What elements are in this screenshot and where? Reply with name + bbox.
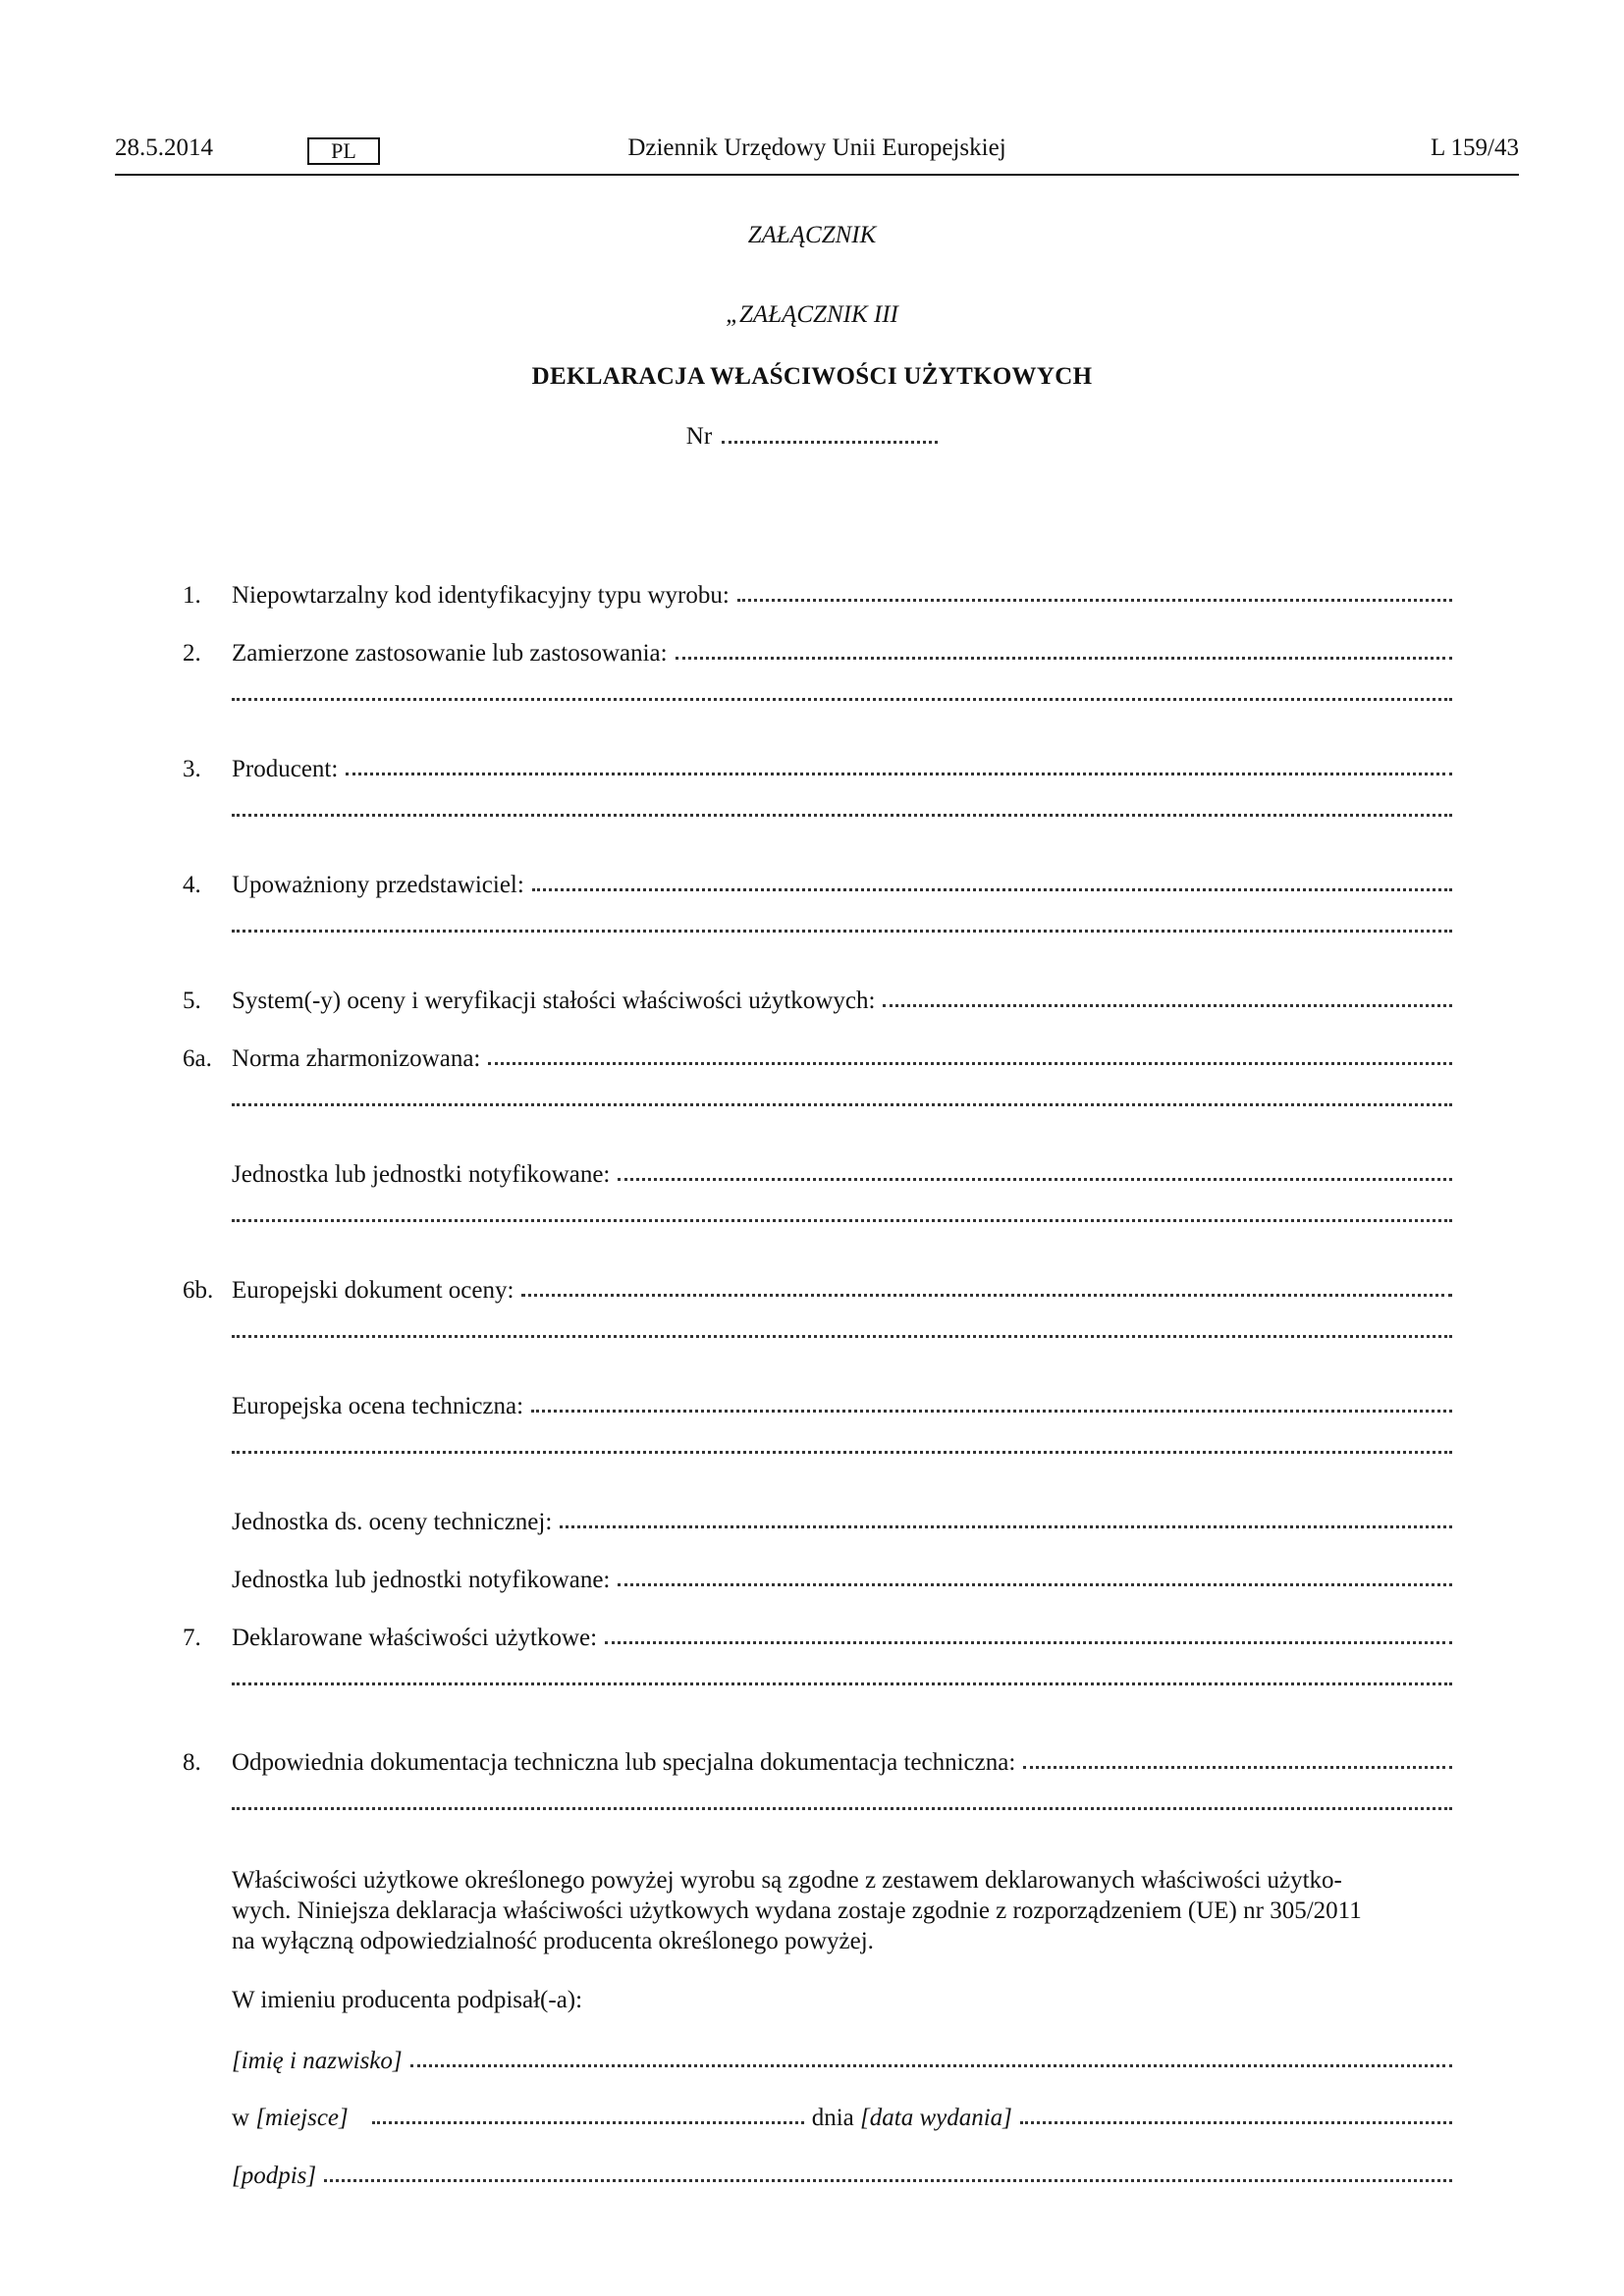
field-intended-use: [0, 640, 1624, 673]
field-harmonised-standard: [0, 1045, 1624, 1079]
field-label: System(-y) oceny i weryfikacji stałości właściwości użytkowych:: [232, 988, 876, 1014]
fill-line[interactable]: [605, 1641, 1452, 1644]
field-label: Odpowiednia dokumentacja techniczna lub specjalna dokumentacja techniczna:: [232, 1749, 1016, 1776]
fill-line[interactable]: [488, 1062, 1452, 1065]
signature-sign-row: [0, 2163, 1624, 2196]
fill-line[interactable]: [232, 930, 1452, 933]
sign-fill-line[interactable]: [324, 2179, 1452, 2182]
field-continuation: [0, 1335, 1624, 1368]
field-technical-documentation: [0, 1749, 1624, 1783]
field-number: 5.: [183, 988, 201, 1014]
field-label: Europejski dokument oceny:: [232, 1277, 514, 1304]
field-number: 6a.: [183, 1045, 212, 1072]
language-badge: PL: [307, 137, 380, 165]
header-divider: [115, 174, 1519, 176]
field-label: Niepowtarzalny kod identyfikacyjny typu wyrobu:: [232, 582, 730, 609]
fill-line[interactable]: [232, 1103, 1452, 1106]
annex-label: ZAŁĄCZNIK: [747, 222, 877, 248]
field-european-technical-assessment: [0, 1393, 1624, 1426]
field-number: 7.: [183, 1625, 201, 1651]
field-continuation: [0, 1219, 1624, 1253]
field-european-assessment-document: [0, 1277, 1624, 1310]
place-fill-line[interactable]: [372, 2121, 804, 2124]
fill-line[interactable]: [532, 888, 1452, 891]
sign-placeholder: [232, 2163, 324, 2190]
name-placeholder: [232, 2048, 410, 2075]
field-manufacturer: [0, 756, 1624, 789]
fill-line[interactable]: [346, 773, 1452, 775]
field-label: Jednostka ds. oceny technicznej:: [232, 1509, 553, 1535]
field-number: 1.: [183, 582, 201, 609]
fill-line[interactable]: [618, 1178, 1452, 1181]
statement-line: na wyłączną odpowiedzialność producenta określonego powyżej.: [232, 1928, 874, 1954]
field-avcp-system: [0, 988, 1624, 1021]
fill-line[interactable]: [737, 599, 1452, 602]
date-prefix: dnia: [811, 2105, 854, 2131]
field-label: Upoważniony przedstawiciel:: [232, 872, 524, 898]
fill-line[interactable]: [521, 1294, 1452, 1297]
signature-name-row: [0, 2048, 1624, 2081]
fill-line[interactable]: [1023, 1766, 1452, 1769]
field-label: Deklarowane właściwości użytkowe:: [232, 1625, 598, 1651]
field-authorised-representative: [0, 872, 1624, 905]
document-title: DEKLARACJA WŁAŚCIWOŚCI UŻYTKOWYCH: [531, 363, 1093, 390]
page-number: L 159/43: [1430, 134, 1519, 161]
fill-line[interactable]: [232, 1219, 1452, 1222]
number-label: Nr: [685, 423, 713, 450]
field-continuation: [0, 1103, 1624, 1137]
field-notified-bodies-6b: [0, 1567, 1624, 1600]
field-continuation: [0, 698, 1624, 731]
journal-title: Dziennik Urzędowy Unii Europejskiej: [627, 134, 1006, 161]
field-notified-bodies-6a: [0, 1161, 1624, 1195]
sign-placeholder-text: [podpis]: [232, 2163, 317, 2189]
date-placeholder: [data wydania]: [860, 2105, 1012, 2131]
field-label: Norma zharmonizowana:: [232, 1045, 481, 1072]
field-number: 3.: [183, 756, 201, 782]
field-label: Jednostka lub jednostki notyfikowane:: [232, 1161, 611, 1188]
number-blank[interactable]: [722, 423, 938, 444]
declaration-number: [0, 423, 1624, 451]
field-label: Jednostka lub jednostki notyfikowane:: [232, 1567, 611, 1593]
fill-line[interactable]: [883, 1004, 1452, 1007]
fill-line[interactable]: [232, 1451, 1452, 1454]
field-product-code: [0, 582, 1624, 615]
signature-place-date-row: [0, 2105, 1624, 2138]
date-fill-line[interactable]: [1020, 2121, 1452, 2124]
field-number: 8.: [183, 1749, 201, 1776]
fill-line[interactable]: [531, 1410, 1452, 1413]
page-header: [115, 134, 1519, 174]
field-label: Producent:: [232, 756, 339, 782]
field-label: Zamierzone zastosowanie lub zastosowania:: [232, 640, 668, 667]
field-number: 6b.: [183, 1277, 214, 1304]
place-label: [232, 2105, 356, 2132]
field-label: Europejska ocena techniczna:: [232, 1393, 524, 1419]
field-technical-assessment-body: [0, 1509, 1624, 1542]
field-continuation: [0, 1682, 1624, 1716]
fill-line[interactable]: [232, 698, 1452, 701]
signed-on-behalf: [0, 1987, 1624, 2020]
fill-line[interactable]: [560, 1525, 1452, 1528]
fill-line[interactable]: [232, 1682, 1452, 1685]
field-number: 4.: [183, 872, 201, 898]
date-label: [804, 2105, 1020, 2132]
fill-line[interactable]: [232, 814, 1452, 817]
field-continuation: [0, 1451, 1624, 1484]
place-placeholder: [miejsce]: [255, 2105, 349, 2131]
publication-date: 28.5.2014: [115, 134, 213, 161]
conformity-statement: [232, 1865, 1452, 1956]
name-placeholder-text: [imię i nazwisko]: [232, 2048, 403, 2074]
field-continuation: [0, 1807, 1624, 1841]
statement-line: Właściwości użytkowe określonego powyżej wyrobu są zgodne z zestawem deklarowanych właściwości użytko-: [232, 1867, 1342, 1894]
field-continuation: [0, 814, 1624, 847]
name-fill-line[interactable]: [410, 2064, 1452, 2067]
field-number: 2.: [183, 640, 201, 667]
fill-line[interactable]: [232, 1335, 1452, 1338]
signed-label: W imieniu producenta podpisał(-a):: [232, 1987, 583, 2013]
fill-line[interactable]: [618, 1583, 1452, 1586]
statement-line: wych. Niniejsza deklaracja właściwości użytkowych wydana zostaje zgodnie z rozporządzeniem (UE) nr 305/2011: [232, 1897, 1362, 1924]
field-declared-performance: [0, 1625, 1624, 1658]
place-prefix: w: [232, 2105, 250, 2131]
fill-line[interactable]: [676, 657, 1452, 660]
field-continuation: [0, 930, 1624, 963]
annex-sub-label: „ZAŁĄCZNIK III: [726, 301, 898, 328]
fill-line[interactable]: [232, 1807, 1452, 1810]
